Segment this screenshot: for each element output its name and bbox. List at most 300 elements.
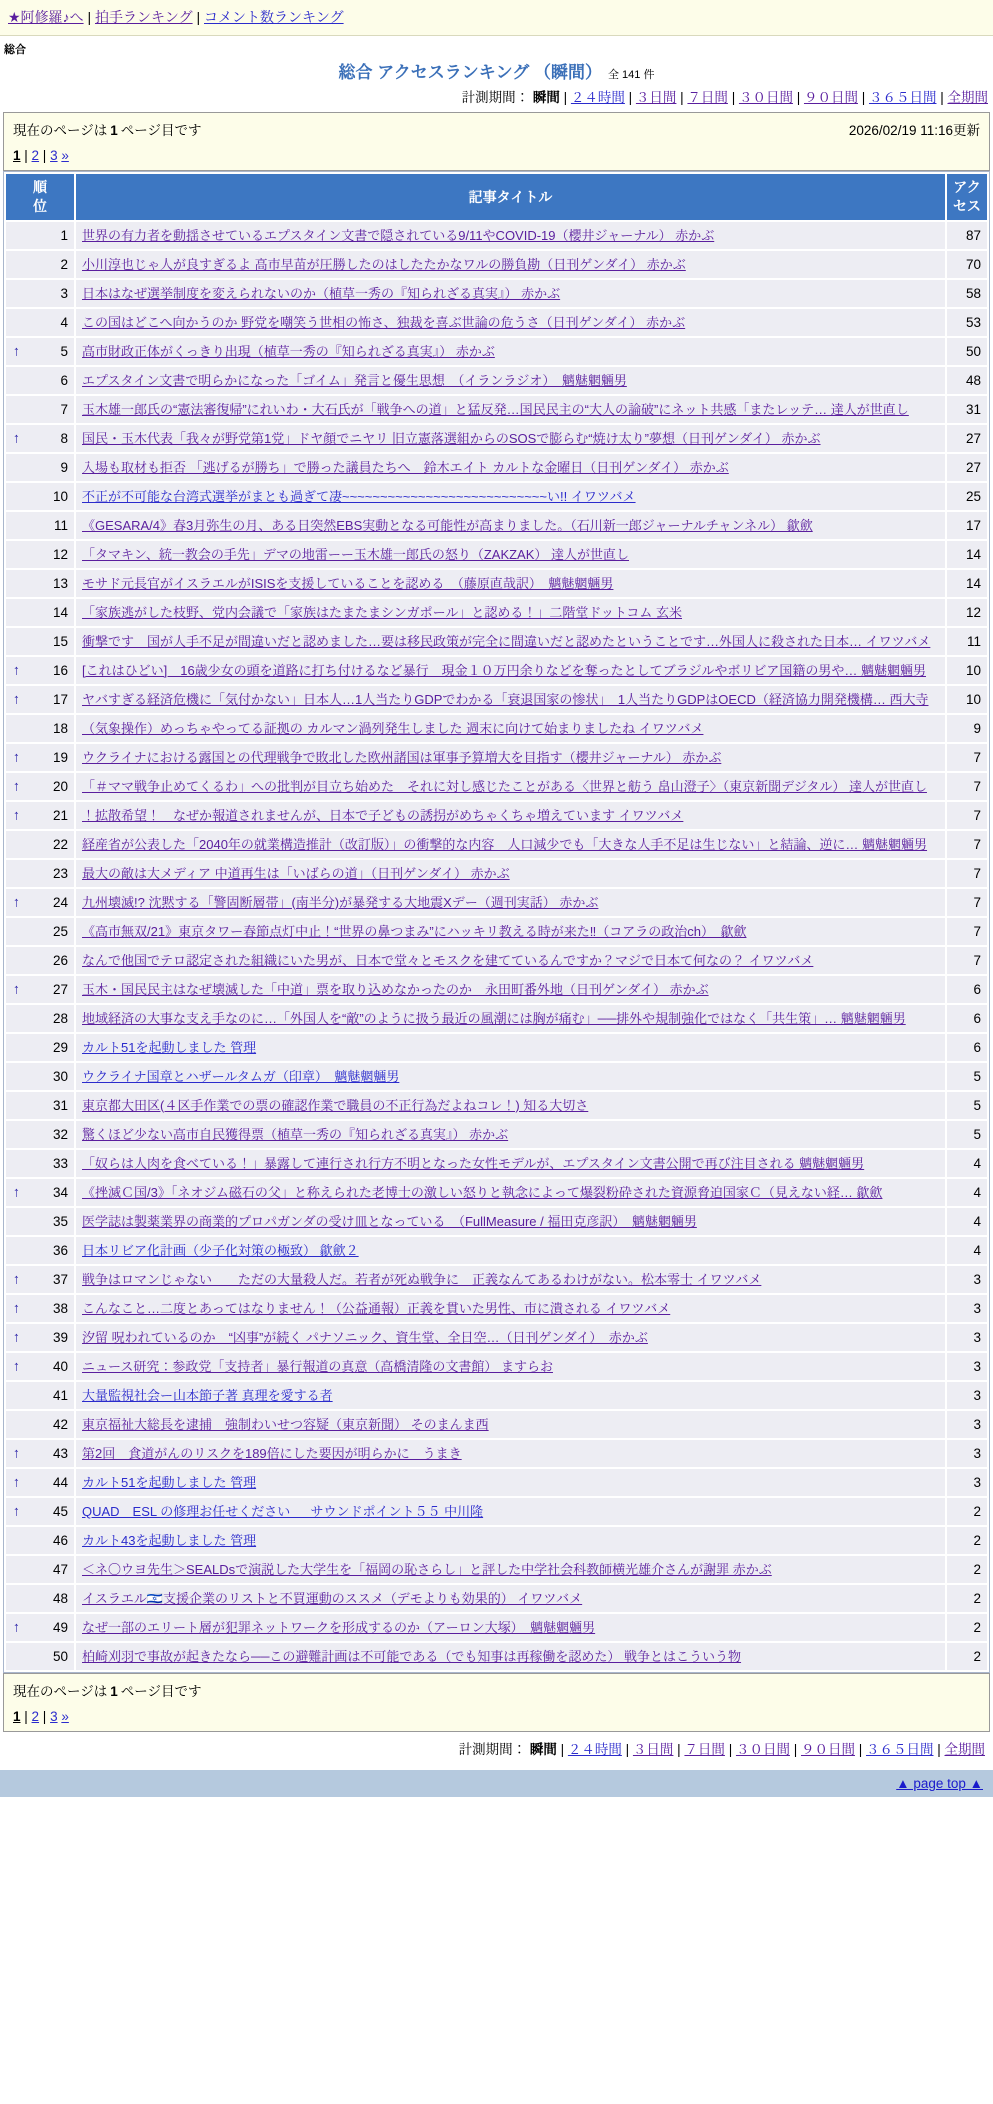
rank-number: 24 bbox=[52, 894, 68, 910]
current-page-number: 1 bbox=[110, 123, 118, 138]
article-link[interactable]: 東京都大田区(４区手作業での票の確認作業で職員の不正行為だよねコレ！) 知る大切さ bbox=[82, 1097, 589, 1113]
rank-cell bbox=[6, 1208, 74, 1235]
rank-number: 18 bbox=[52, 720, 68, 736]
rank-cell bbox=[6, 1150, 74, 1177]
rank-cell bbox=[6, 1527, 74, 1554]
rank-number: 15 bbox=[52, 633, 68, 649]
article-link[interactable]: ウクライナ国章とハザールタムガ（印章） 魑魅魍魎男 bbox=[82, 1068, 400, 1084]
rank-number: 37 bbox=[52, 1271, 68, 1287]
period-link[interactable]: ３０日間 bbox=[735, 1741, 790, 1757]
access-count: 14 bbox=[947, 541, 987, 568]
rank-number: 31 bbox=[52, 1097, 68, 1113]
title-cell bbox=[76, 860, 945, 887]
up-arrow-icon: ↑ bbox=[13, 806, 20, 823]
table-row bbox=[6, 1179, 987, 1206]
article-link[interactable]: 「家族逃がした枝野、党内会議で「家族はたまたまシンガポール」と認める！」二階堂ドットコム 玄米 bbox=[82, 604, 682, 620]
article-link[interactable]: 日本リビア化計画（少子化対策の極致） 歙歛２ bbox=[82, 1242, 359, 1258]
access-count: 7 bbox=[947, 947, 987, 974]
title-cell bbox=[76, 744, 945, 771]
rank-number: 50 bbox=[52, 1648, 68, 1664]
pagination: 1 | 2 | 3 » bbox=[13, 148, 69, 163]
access-count: 50 bbox=[947, 338, 987, 365]
current-page-prefix: 現在のページは bbox=[13, 123, 108, 138]
access-count: 4 bbox=[947, 1179, 987, 1206]
access-count: 14 bbox=[947, 570, 987, 597]
table-row bbox=[6, 599, 987, 626]
up-arrow-icon: ↑ bbox=[13, 690, 20, 707]
pagination-current: 1 bbox=[13, 148, 21, 163]
title-cell bbox=[76, 1353, 945, 1380]
article-link[interactable]: 「奴らは人肉を食べている！」暴露して連行され行方不明となった女性モデルが、エプスタイン文書公開で再び注目される 魑魅魍魎男 bbox=[82, 1155, 865, 1171]
access-count: 7 bbox=[947, 773, 987, 800]
article-link[interactable]: 国民・玉木代表「我々が野党第1党」ドヤ顔でニヤリ 旧立憲落選組からのSOSで膨らむ“焼け太り”夢想（日刊ゲンダイ） 赤かぶ bbox=[82, 430, 821, 446]
access-count: 2 bbox=[947, 1585, 987, 1612]
access-count: 2 bbox=[947, 1498, 987, 1525]
title-cell bbox=[76, 1266, 945, 1293]
rank-number: 27 bbox=[52, 981, 68, 997]
nav-link[interactable]: コメント数ランキング bbox=[204, 9, 344, 25]
rank-number: 23 bbox=[52, 865, 68, 881]
up-arrow-icon: ↑ bbox=[13, 661, 20, 678]
access-count: 4 bbox=[947, 1237, 987, 1264]
article-link[interactable]: 世界の有力者を動揺させているエプスタイン文書で隠されている9/11やCOVID-19（櫻井ジャーナル） 赤かぶ bbox=[82, 227, 715, 243]
table-row bbox=[6, 1005, 987, 1032]
rank-number: 21 bbox=[52, 807, 68, 823]
title-cell bbox=[76, 280, 945, 307]
title-cell bbox=[76, 889, 945, 916]
access-count: 3 bbox=[947, 1324, 987, 1351]
title-cell bbox=[76, 309, 945, 336]
access-count: 7 bbox=[947, 831, 987, 858]
table-row bbox=[6, 947, 987, 974]
article-link[interactable]: エプスタイン文書で明らかになった「ゴイム」発言と優生思想 （イランラジオ） 魑魅魍魎男 bbox=[82, 372, 627, 388]
title-cell bbox=[76, 1556, 945, 1583]
article-link[interactable]: 「タマキン、統一教会の手先」デマの地雷ーー玉木雄一郎氏の怒り（ZAKZAK） 達人が世直し bbox=[82, 546, 630, 562]
rank-cell bbox=[6, 1469, 74, 1496]
table-row bbox=[6, 831, 987, 858]
table-row bbox=[6, 628, 987, 655]
rank-cell bbox=[6, 1005, 74, 1032]
rank-cell bbox=[6, 309, 74, 336]
article-link[interactable]: 地域経済の大事な支え手なのに…「外国人を“敵”のように扱う最近の風潮には胸が痛む」──排外や規制強化ではなく「共生策」… 魑魅魍魎男 bbox=[82, 1010, 906, 1026]
article-link[interactable]: 玉木・国民民主はなぜ壊滅した「中道」票を取り込めなかったのか 永田町番外地（日刊ゲンダイ） 赤かぶ bbox=[82, 981, 709, 997]
rank-number: 3 bbox=[60, 285, 68, 301]
rank-number: 4 bbox=[60, 314, 68, 330]
access-count: 2 bbox=[947, 1643, 987, 1670]
pagination-link[interactable]: » bbox=[61, 1708, 69, 1724]
pagination-link[interactable]: 2 bbox=[31, 148, 40, 163]
rank-cell bbox=[6, 454, 74, 481]
access-count: 10 bbox=[947, 686, 987, 713]
table-row bbox=[6, 1527, 987, 1554]
up-arrow-icon: ↑ bbox=[13, 1299, 20, 1316]
table-row bbox=[6, 1498, 987, 1525]
table-row bbox=[6, 1469, 987, 1496]
article-link[interactable]: ウクライナにおける露国との代理戦争で敗北した欧州諸国は軍事予算増大を目指す（櫻井ジャーナル） 赤かぶ bbox=[82, 749, 722, 765]
title-cell bbox=[76, 425, 945, 452]
page-top-link[interactable]: ▲ page top ▲ bbox=[896, 1775, 983, 1791]
period-link[interactable]: ２４時間 bbox=[567, 1741, 622, 1757]
title-line bbox=[0, 58, 993, 83]
access-count: 2 bbox=[947, 1527, 987, 1554]
rank-cell bbox=[6, 1643, 74, 1670]
period-link[interactable]: ３６５日間 bbox=[868, 90, 937, 105]
up-arrow-icon: ↑ bbox=[13, 1502, 20, 1519]
article-link[interactable]: ！拡散希望！ なぜか報道されませんが、日本で子どもの誘拐がめちゃくちゃ増えています イワツバメ bbox=[82, 807, 684, 823]
table-row bbox=[6, 512, 987, 539]
article-link[interactable]: 《挫滅Ｃ国/3》「ネオジム磁石の父」と称えられた老博士の激しい怒りと執念によって爆裂粉砕された資源脅迫国家Ｃ（見えない経… 歙歛 bbox=[82, 1184, 883, 1200]
rank-cell bbox=[6, 773, 74, 800]
table-row bbox=[6, 1266, 987, 1293]
period-link[interactable]: ３日間 bbox=[635, 90, 677, 105]
table-row bbox=[6, 657, 987, 684]
rank-number: 12 bbox=[52, 546, 68, 562]
rank-number: 47 bbox=[52, 1561, 68, 1577]
ranking-table bbox=[3, 171, 990, 1673]
article-link[interactable]: カルト51を起動しました 管理 bbox=[82, 1039, 257, 1055]
period-link[interactable]: ７日間 bbox=[687, 90, 728, 105]
rank-number: 28 bbox=[52, 1010, 68, 1026]
title-cell bbox=[76, 1295, 945, 1322]
rank-cell bbox=[6, 280, 74, 307]
current-page-number: 1 bbox=[110, 1683, 118, 1699]
title-cell bbox=[76, 686, 945, 713]
rank-number: 45 bbox=[52, 1503, 68, 1519]
rank-number: 20 bbox=[52, 778, 68, 794]
title-cell bbox=[76, 1150, 945, 1177]
article-link[interactable]: 不正が不可能な台湾式選挙がまとも過ぎて凄~~~~~~~~~~~~~~~~~~~~~~~~~~~い!! イワツバメ bbox=[82, 488, 636, 504]
table-row bbox=[6, 1353, 987, 1380]
title-cell bbox=[76, 338, 945, 365]
title-cell bbox=[76, 483, 945, 510]
access-count: 70 bbox=[947, 251, 987, 278]
article-link[interactable]: 柏崎刈羽で事故が起きたなら──この避難計画は不可能である（でも知事は再稼働を認めた） 戦争とはこういう物 bbox=[82, 1648, 742, 1664]
rank-number: 26 bbox=[52, 952, 68, 968]
table-row bbox=[6, 280, 987, 307]
access-count: 87 bbox=[947, 222, 987, 249]
rank-number: 19 bbox=[52, 749, 68, 765]
title-cell bbox=[76, 512, 945, 539]
title-cell bbox=[76, 947, 945, 974]
rank-cell bbox=[6, 889, 74, 916]
title-cell bbox=[76, 1469, 945, 1496]
rank-number: 41 bbox=[52, 1387, 68, 1403]
period-link[interactable]: ９０日間 bbox=[803, 90, 858, 105]
rank-cell bbox=[6, 918, 74, 945]
article-link[interactable]: なぜ一部のエリート層が犯罪ネットワークを形成するのか（アーロン大塚） 魑魅魍魎男 bbox=[82, 1619, 596, 1635]
rank-number: 9 bbox=[60, 459, 68, 475]
table-row bbox=[6, 1440, 987, 1467]
footer-bar bbox=[0, 1770, 993, 1797]
table-row bbox=[6, 396, 987, 423]
current-page-suffix: ページ目です bbox=[120, 123, 202, 138]
period-link[interactable]: ７日間 bbox=[684, 1741, 725, 1757]
column-header-access: アクセス bbox=[947, 174, 987, 220]
pagination-link[interactable]: 3 bbox=[50, 1708, 58, 1724]
period-link[interactable]: ９０日間 bbox=[800, 1741, 855, 1757]
rank-cell bbox=[6, 1237, 74, 1264]
access-count: 3 bbox=[947, 1382, 987, 1409]
article-link[interactable]: 戦争はロマンじゃない ただの大量殺人だ。若者が死ぬ戦争に 正義なんてあるわけがない。松本零士 イワツバメ bbox=[82, 1271, 762, 1287]
pagination-link[interactable]: 3 bbox=[50, 148, 58, 163]
access-count: 12 bbox=[947, 599, 987, 626]
access-count: 2 bbox=[947, 1614, 987, 1641]
rank-cell bbox=[6, 1353, 74, 1380]
rank-cell bbox=[6, 1092, 74, 1119]
title-cell bbox=[76, 570, 945, 597]
title-cell bbox=[76, 454, 945, 481]
article-link[interactable]: 最大の敵は大メディア 中道再生は「いばらの道」（日刊ゲンダイ） 赤かぶ bbox=[82, 865, 510, 881]
pagination: 1 | 2 | 3 » bbox=[13, 1708, 69, 1724]
access-count: 3 bbox=[947, 1411, 987, 1438]
period-link[interactable]: ３６５日間 bbox=[865, 1741, 934, 1757]
article-link[interactable]: 《高市無双/21》東京タワー春節点灯中止！“世界の鼻つまみ”にハッキリ教える時が来た‼（コアラの政治ch） 歙歛 bbox=[82, 923, 747, 939]
pagination-link[interactable]: » bbox=[61, 148, 69, 163]
article-link[interactable]: 「＃ママ戦争止めてくるわ」への批判が目立ち始めた それに対し感じたことがある〈世界と舫う 畠山澄子〉（東京新聞デジタル） 達人が世直し bbox=[82, 778, 927, 794]
rank-cell bbox=[6, 338, 74, 365]
access-count: 6 bbox=[947, 1005, 987, 1032]
rank-cell bbox=[6, 628, 74, 655]
table-row bbox=[6, 918, 987, 945]
title-cell bbox=[76, 1324, 945, 1351]
rank-cell bbox=[6, 222, 74, 249]
period-label: 計測期間： bbox=[458, 1741, 527, 1757]
table-row bbox=[6, 1643, 987, 1670]
table-row bbox=[6, 251, 987, 278]
rank-cell bbox=[6, 947, 74, 974]
rank-number: 36 bbox=[52, 1242, 68, 1258]
rank-number: 22 bbox=[52, 836, 68, 852]
up-arrow-icon: ↑ bbox=[13, 1183, 20, 1200]
rank-number: 39 bbox=[52, 1329, 68, 1345]
title-cell bbox=[76, 222, 945, 249]
table-row bbox=[6, 686, 987, 713]
pagination-link[interactable]: 2 bbox=[31, 1708, 40, 1724]
article-link[interactable]: 衝撃です 国が人手不足が間違いだと認めました…要は移民政策が完全に間違いだと認めたということです…外国人に殺された日本… イワツバメ bbox=[82, 633, 931, 649]
article-link[interactable]: 経産省が公表した「2040年の就業構造推計（改訂版）」の衝撃的な内容 人口減少でも「大きな人手不足は生じない」と結論、逆に… 魑魅魍魎男 bbox=[82, 836, 928, 852]
table-row bbox=[6, 1585, 987, 1612]
rank-number: 42 bbox=[52, 1416, 68, 1432]
rank-cell bbox=[6, 367, 74, 394]
table-row bbox=[6, 1034, 987, 1061]
article-link[interactable]: 東京福祉大総長を逮捕 強制わいせつ容疑（東京新聞） そのまんま西 bbox=[82, 1416, 489, 1432]
article-link[interactable]: 玉木雄一郎氏の“憲法審復帰”にれいわ・大石氏が「戦争への道」と猛反発…国民民主の“大人の論破”にネット共感「またレッテ… 達人が世直し bbox=[82, 401, 909, 417]
article-link[interactable]: 小川淳也じゃ人が良すぎるよ 高市早苗が圧勝したのはしたたかなワルの勝負勘（日刊ゲンダイ） 赤かぶ bbox=[82, 256, 686, 272]
rank-cell bbox=[6, 802, 74, 829]
access-count: 7 bbox=[947, 918, 987, 945]
period-link[interactable]: ３日間 bbox=[632, 1741, 674, 1757]
access-count: 11 bbox=[947, 628, 987, 655]
article-link[interactable]: 九州壊滅!? 沈黙する「警固断層帯」(南半分)が暴発する大地震Xデー（週刊実話） 赤かぶ bbox=[82, 894, 599, 910]
table-row bbox=[6, 976, 987, 1003]
access-count: 5 bbox=[947, 1063, 987, 1090]
column-header-rank: 順位 bbox=[6, 174, 74, 220]
table-row bbox=[6, 1208, 987, 1235]
period-nav: 計測期間： 瞬間 | ２４時間 | ３日間 | ７日間 | ３０日間 | ９０日間 | ３６５日間 | 全期間 bbox=[461, 90, 988, 105]
title-cell bbox=[76, 1237, 945, 1264]
rank-cell bbox=[6, 1440, 74, 1467]
rank-number: 1 bbox=[60, 227, 68, 243]
article-link[interactable]: 日本はなぜ選挙制度を変えられないのか（植草一秀の『知られざる真実』） 赤かぶ bbox=[82, 285, 561, 301]
nav-link[interactable]: 拍手ランキング bbox=[94, 9, 193, 25]
rank-number: 30 bbox=[52, 1068, 68, 1084]
table-row bbox=[6, 1382, 987, 1409]
title-cell bbox=[76, 599, 945, 626]
article-link[interactable]: モサド元長官がイスラエルがISISを支援していることを認める （藤原直哉訳） 魑魅魍魎男 bbox=[82, 575, 614, 591]
article-link[interactable]: カルト51を起動しました 管理 bbox=[82, 1474, 257, 1490]
table-row bbox=[6, 367, 987, 394]
rank-number: 43 bbox=[52, 1445, 68, 1461]
title-cell bbox=[76, 1498, 945, 1525]
article-link[interactable]: 驚くほど少ない高市自民獲得票（植草一秀の『知られざる真実』） 赤かぶ bbox=[82, 1126, 509, 1142]
article-link[interactable]: 《GESARA/4》春3月弥生の月、ある日突然EBS実動となる可能性が高まりました。（石川新一郎ジャーナルチャンネル） 歙歛 bbox=[82, 517, 813, 533]
access-count: 27 bbox=[947, 454, 987, 481]
rank-number: 46 bbox=[52, 1532, 68, 1548]
article-link[interactable]: 第2回 食道がんのリスクを189倍にした要因が明らかに うまき bbox=[82, 1445, 462, 1461]
table-row bbox=[6, 425, 987, 452]
up-arrow-icon: ↑ bbox=[13, 980, 20, 997]
up-arrow-icon: ↑ bbox=[13, 1328, 20, 1345]
rank-number: 25 bbox=[52, 923, 68, 939]
access-count: 7 bbox=[947, 889, 987, 916]
rank-cell bbox=[6, 831, 74, 858]
table-row bbox=[6, 1063, 987, 1090]
rank-cell bbox=[6, 251, 74, 278]
title-cell bbox=[76, 1614, 945, 1641]
period-link[interactable]: ２４時間 bbox=[570, 90, 625, 105]
article-link[interactable]: 入場も取材も拒否 「逃げるが勝ち」で勝った議員たちへ 鈴木エイト カルトな金曜日（日刊ゲンダイ） 赤かぶ bbox=[82, 459, 729, 475]
access-count: 5 bbox=[947, 1121, 987, 1148]
article-link[interactable]: 汐留 呪われているのか “凶事”が続く パナソニック、資生堂、全日空…（日刊ゲンダイ） 赤かぶ bbox=[82, 1329, 648, 1345]
article-link[interactable]: ニュース研究：参政党「支持者」暴行報道の真意（高橋清隆の文書館） ますらお bbox=[82, 1358, 553, 1374]
rank-cell bbox=[6, 425, 74, 452]
rank-cell bbox=[6, 1498, 74, 1525]
article-link[interactable]: イスラエル🇮🇱支援企業のリストと不買運動のススメ（デモよりも効果的） イワツバメ bbox=[82, 1590, 583, 1606]
rank-cell bbox=[6, 1121, 74, 1148]
rank-number: 49 bbox=[52, 1619, 68, 1635]
article-link[interactable]: カルト43を起動しました 管理 bbox=[82, 1532, 257, 1548]
access-count: 3 bbox=[947, 1440, 987, 1467]
up-arrow-icon: ↑ bbox=[13, 1444, 20, 1461]
period-current: 瞬間 bbox=[532, 90, 560, 105]
table-row bbox=[6, 715, 987, 742]
access-count: 27 bbox=[947, 425, 987, 452]
rank-cell bbox=[6, 1179, 74, 1206]
access-count: 4 bbox=[947, 1208, 987, 1235]
article-link[interactable]: QUAD ESL の修理お任せください ＿ サウンドポイント５５ 中川隆 bbox=[82, 1503, 484, 1519]
access-count: 53 bbox=[947, 309, 987, 336]
table-header-row bbox=[6, 174, 987, 220]
rank-cell bbox=[6, 976, 74, 1003]
table-row bbox=[6, 1121, 987, 1148]
total-count: 全 141 件 bbox=[607, 69, 655, 81]
rank-cell bbox=[6, 599, 74, 626]
ranking-body bbox=[6, 222, 987, 1670]
title-cell bbox=[76, 831, 945, 858]
title-cell bbox=[76, 1527, 945, 1554]
current-page-text bbox=[13, 1680, 201, 1700]
period-link[interactable]: 全期間 bbox=[947, 90, 988, 105]
top-infobox bbox=[3, 112, 990, 171]
rank-cell bbox=[6, 1411, 74, 1438]
table-row bbox=[6, 541, 987, 568]
title-cell bbox=[76, 1382, 945, 1409]
nav-link[interactable]: ★阿修羅♪へ bbox=[8, 9, 84, 25]
current-page-prefix: 現在のページは bbox=[13, 1683, 108, 1699]
article-link[interactable]: ＜ネ〇ウヨ先生＞SEALDsで演説した大学生を「福岡の恥さらし」と評した中学社会科教師横光雄介さんが謝罪 赤かぶ bbox=[82, 1561, 772, 1577]
up-arrow-icon: ↑ bbox=[13, 748, 20, 765]
access-count: 48 bbox=[947, 367, 987, 394]
rank-number: 35 bbox=[52, 1213, 68, 1229]
column-header-title: 記事タイトル bbox=[76, 174, 945, 220]
period-current: 瞬間 bbox=[529, 1741, 557, 1757]
rank-number: 16 bbox=[52, 662, 68, 678]
rank-cell bbox=[6, 1295, 74, 1322]
article-link[interactable]: 大量監視社会ー山本節子著 真理を愛する者 bbox=[82, 1387, 333, 1403]
title-cell bbox=[76, 976, 945, 1003]
access-count: 31 bbox=[947, 396, 987, 423]
article-link[interactable]: [これはひどい] 16歳少女の頭を道路に打ち付けるなど暴行 現金１０万円余りなどを奪ったとしてブラジルやボリビア国籍の男や… 魑魅魍魎男 bbox=[82, 662, 926, 678]
article-link[interactable]: 医学誌は製薬業界の商業的プロパガンダの受け皿となっている （FullMeasure / 福田克彦訳） 魑魅魍魎男 bbox=[82, 1213, 697, 1229]
article-link[interactable]: （気象操作）めっちゃやってる証拠の カルマン渦列発生しました 週末に向けて始まりましたね イワツバメ bbox=[82, 720, 704, 736]
title-cell bbox=[76, 773, 945, 800]
rank-number: 44 bbox=[52, 1474, 68, 1490]
rank-number: 32 bbox=[52, 1126, 68, 1142]
title-cell bbox=[76, 715, 945, 742]
article-link[interactable]: 高市財政正体がくっきり出現（植草一秀の『知られざる真実』） 赤かぶ bbox=[82, 343, 495, 359]
rank-number: 14 bbox=[52, 604, 68, 620]
table-row bbox=[6, 1295, 987, 1322]
title-cell bbox=[76, 1121, 945, 1148]
up-arrow-icon: ↑ bbox=[13, 893, 20, 910]
access-count: 6 bbox=[947, 1034, 987, 1061]
rank-cell bbox=[6, 541, 74, 568]
table-row bbox=[6, 889, 987, 916]
table-row bbox=[6, 1237, 987, 1264]
rank-cell bbox=[6, 1614, 74, 1641]
rank-number: 6 bbox=[60, 372, 68, 388]
current-page-text bbox=[13, 119, 201, 139]
access-count: 6 bbox=[947, 976, 987, 1003]
access-count: 25 bbox=[947, 483, 987, 510]
period-link[interactable]: ３０日間 bbox=[738, 90, 793, 105]
title-cell bbox=[76, 1411, 945, 1438]
title-cell bbox=[76, 396, 945, 423]
access-count: 5 bbox=[947, 1092, 987, 1119]
rank-number: 13 bbox=[52, 575, 68, 591]
current-page-suffix: ページ目です bbox=[120, 1683, 202, 1699]
table-row bbox=[6, 802, 987, 829]
article-link[interactable]: こんなこと…二度とあってはなりません！（公益通報）正義を貫いた男性、市に潰される イワツバメ bbox=[82, 1300, 671, 1316]
rank-cell bbox=[6, 686, 74, 713]
article-link[interactable]: なんで他国でテロ認定された組織にいた男が、日本で堂々とモスクを建てているんですか？マジで日本て何なの？ イワツバメ bbox=[82, 952, 814, 968]
title-cell bbox=[76, 918, 945, 945]
period-link[interactable]: 全期間 bbox=[944, 1741, 985, 1757]
title-cell bbox=[76, 367, 945, 394]
title-cell bbox=[76, 541, 945, 568]
rank-number: 48 bbox=[52, 1590, 68, 1606]
article-link[interactable]: ヤバすぎる経済危機に「気付かない」日本人…1人当たりGDPでわかる「衰退国家の惨状」 1人当たりGDPはOECD（経済協力開発機構… 西大寺 bbox=[82, 691, 929, 707]
access-count: 3 bbox=[947, 1266, 987, 1293]
rank-number: 11 bbox=[53, 517, 68, 533]
table-row bbox=[6, 222, 987, 249]
article-link[interactable]: この国はどこへ向かうのか 野党を嘲笑う世相の怖さ、独裁を喜ぶ世論の危うさ（日刊ゲンダイ） 赤かぶ bbox=[82, 314, 686, 330]
title-cell bbox=[76, 802, 945, 829]
title-cell bbox=[76, 251, 945, 278]
up-arrow-icon: ↑ bbox=[13, 1270, 20, 1287]
title-cell bbox=[76, 1179, 945, 1206]
rank-number: 5 bbox=[60, 343, 68, 359]
